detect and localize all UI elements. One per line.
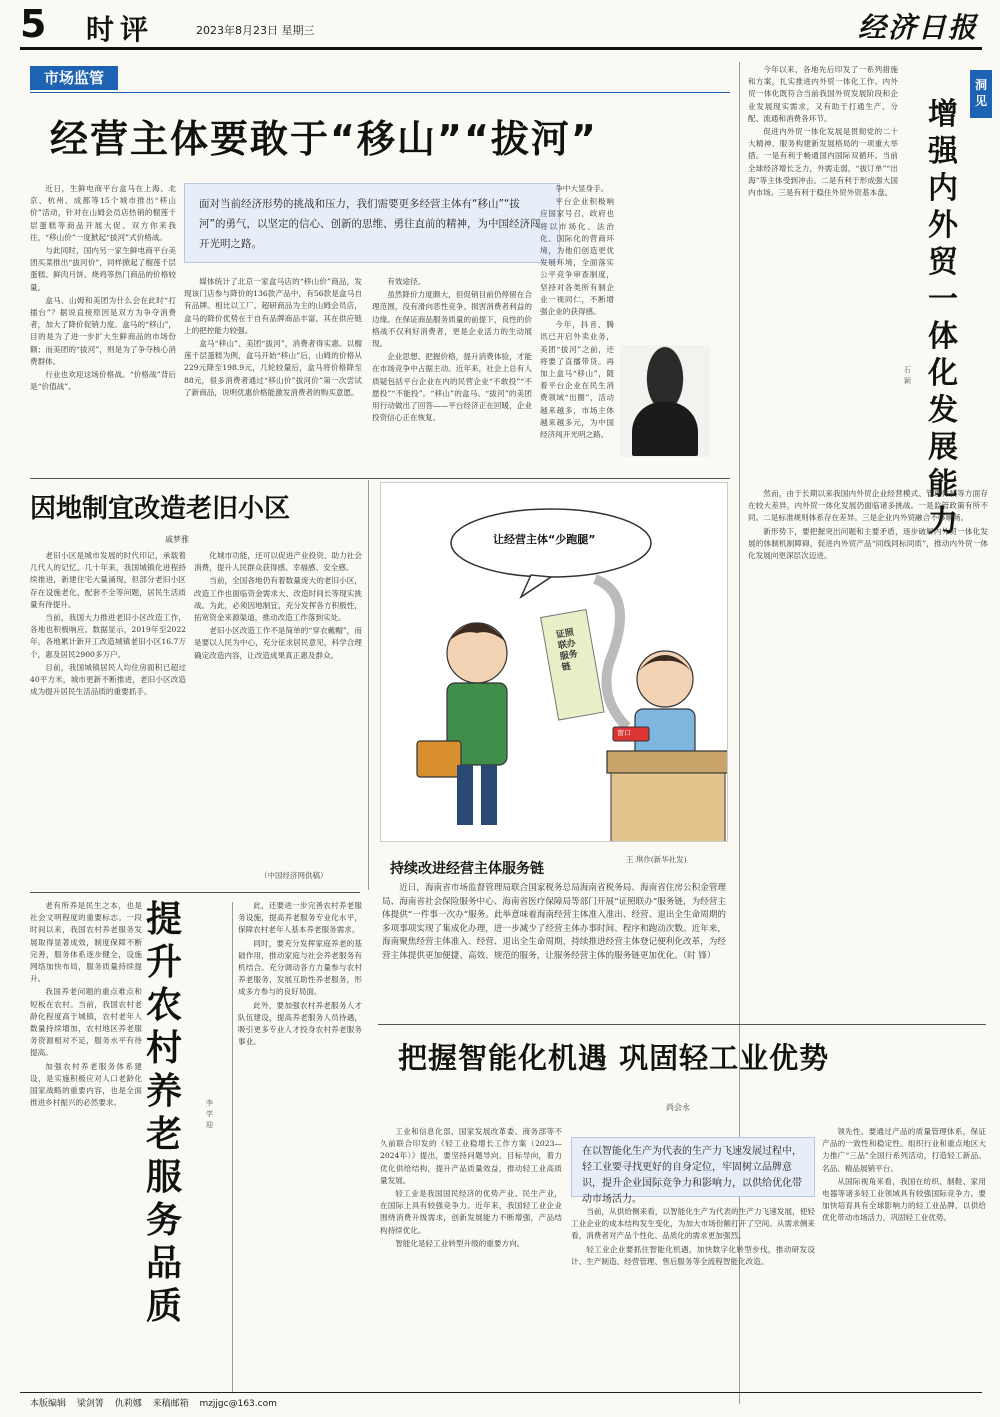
- paragraph: 盒马、山姆和美团为什么会在此时“打擂台”？据说直接原因是双方为争夺消费者，加大了降价促销力度。盒马的“移山”，目的是为了进一步扩大生鲜商品的市场份额；而美团的“拔河”，则是为了争夺核心消费群体。: [30, 295, 176, 366]
- side-headline: 增强内外贸一体化发展能力: [928, 97, 958, 539]
- paragraph: 虽然降价力度颇大，但促销目前仍停留在合理范围，没有滑向恶性竞争、损害消费者利益的边缘。在保证商品服务质量的前提下，良性的价格战不仅利好消费者，更是企业活力的生动展现。: [372, 290, 532, 349]
- paragraph: 目前，我国城镇居民人均住房面积已超过40平方米，城市更新不断推进，老旧小区改造成为提升居民生活品质的重要抓手。: [30, 662, 186, 697]
- paragraph: 此，还要进一步完善农村养老服务设施，提高养老服务专业化水平，保障农村老年人基本养老服务需求。: [238, 901, 362, 935]
- lead-column-3: [372, 276, 532, 472]
- paragraph: 争中大显身手。: [555, 184, 609, 193]
- footer-rule: [20, 1392, 982, 1393]
- paragraph: 同时，要充分发挥家庭养老的基础作用，推动家庭与社会养老服务有机结合。充分调动各方力量参与农村养老服务，发展互助性养老服务，形成多方参与的良好局面。: [238, 938, 362, 997]
- article4-column-3: [822, 1126, 986, 1388]
- article3-column-2: [238, 900, 362, 1386]
- paragraph: 企业思想、把握价格，提升消费体验，才能在市场竞争中占据主动。近年来，社会上总有人质疑包括平台企业在内的民营企业“不敢投”“不愿投”“不能投”。“移山”的盒马、“拔河”的美团用行动做出了回答——平台经济正在回暖，企业投资信心正在恢复。: [372, 352, 532, 423]
- side-author: 石颖: [904, 366, 911, 385]
- paragraph: 平台企业积极响应国家号召，政府也将以市场化、法治化、国际化的营商环境，为他们创造更优发展环境，全面落实公平竞争审查制度，坚持对各类所有制企业一视同仁，不断增强企业的获得感。: [540, 197, 614, 317]
- article4-author: 尚会永: [666, 1103, 690, 1112]
- cartoon-credit: 王 琪作(新华社发): [626, 855, 687, 864]
- article2-source: （中国经济网供稿）: [260, 871, 328, 880]
- side-text-top: [748, 64, 898, 484]
- article2-column-1: [30, 550, 186, 880]
- paragraph: 促进内外贸一体化发展是贯彻党的二十大精神、服务构建新发展格局的一项重大举措。一是有利于畅通国内国际双循环。当前全球经济增长乏力，外需走弱，“拔订单”“出海”等主体受到冲击。二是有利于形成强大国内市场。三是有利于稳住外贸外资基本盘。: [748, 127, 898, 198]
- article3-headline: 提升农村养老服务品质: [146, 899, 183, 1327]
- paragraph: 当前，我国大力推进老旧小区改造工作，各地也积极响应。数据显示，2019年至2022年，各地累计新开工改造城镇老旧小区16.7万个，惠及居民2900多万户。: [30, 613, 186, 659]
- paragraph: 盒马“移山”、美团“拔河”，消费者得实惠。以榴莲千层蛋糕为例，盒马开始“移山”后，山姆的价格从229元降至198.9元，几轮较量后，盒马将价格降至88元，很多消费者通过“移山价”拔河价”第一次尝试了新商品，说明优惠价格能激发消费者的购买意愿。: [184, 339, 362, 397]
- article2-author: 戚梦雅: [165, 535, 189, 544]
- editor-credits: 本版编辑 梁剑箐 仇莉娜 来稿邮箱 mzjjgc@163.com: [30, 1399, 277, 1409]
- paragraph: 当前，从供给侧来看，以智能化生产为代表的生产力飞速发展，使轻工业企业的成本结构发生变化，为加大市场份额打开了空间。从需求侧来看，消费者对产品个性化、品质化的需求更加强烈。: [571, 1207, 815, 1241]
- paragraph: 行业也欢迎这场价格战。“价格战”背后是“价值战”。: [30, 370, 176, 392]
- paragraph: 老旧小区是城市发展的时代印记，承载着几代人的记忆。几十年来，我国城镇化进程持续推进，新建住宅大量涌现，但部分老旧小区存在设施老化、配套不全等问题，居民生活质量有待提升。: [30, 551, 186, 609]
- paragraph: 我国养老问题的重点难点和短板在农村。当前，我国农村老龄化程度高于城镇，农村老年人数量持续增加，农村地区养老服务资源相对不足，服务水平有待提高。: [30, 987, 142, 1058]
- cartoon-speech-text: 让经营主体“少跑腿”: [493, 533, 596, 546]
- cartoon-illustration: [380, 482, 728, 842]
- column-label: 市场监管: [30, 66, 118, 90]
- lead-column-1: [30, 183, 176, 473]
- paragraph: 此外，要加强农村养老服务人才队伍建设，提高养老服务人员待遇，吸引更多专业人才投身农村养老服务事业。: [238, 1000, 362, 1047]
- section-rule: [378, 1024, 986, 1025]
- article3-column-1: [30, 900, 142, 1386]
- article4-pull-quote: 在以智能化生产为代表的生产力飞速发展过程中，轻工业要寻找更好的自身定位，牢固树立品牌意识，提升企业国际竞争力和影响力，以供给优化带动市场活力。: [571, 1137, 815, 1197]
- paragraph: 智能化是轻工业转型升级的重要方向。: [395, 1238, 525, 1248]
- paragraph: 轻工业企业要抓住智能化机遇，加快数字化转型步伐，推动研发设计、生产制造、经营管理、售后服务等全流程智能化改造。: [571, 1244, 815, 1266]
- side-text-bottom: [748, 488, 988, 1008]
- article3-author: 李学迎: [206, 1099, 213, 1129]
- paragraph: 与此同时，国内另一家生鲜电商平台美团买菜推出“拔河价”，同样掀起了榴莲千层蛋糕、鲜肉月饼、烧鸡等热门商品的价格较量。: [30, 246, 176, 292]
- lead-column-2: [184, 276, 362, 472]
- paragraph: 工业和信息化部、国家发展改革委、商务部等不久前联合印发的《轻工业稳增长工作方案（2023—2024年）》提出，要坚持问题导向、目标导向，着力优化供给结构，提升产品质量效益，推动轻工业高质量发展。: [380, 1127, 562, 1185]
- paragraph: 轻工业是我国国民经济的优势产业、民生产业，在国际上具有较强竞争力。近年来，我国轻工业企业围绕消费升级需求，创新发展能力不断增强，产品结构持续优化。: [380, 1189, 562, 1235]
- side-column-label: 洞见: [970, 70, 992, 118]
- article4-column-1: [380, 1126, 562, 1388]
- cartoon-folder-label: 证照联办服务链: [555, 627, 579, 674]
- cartoon-caption: 持续改进经营主体服务链: [390, 861, 544, 877]
- paragraph: 今年以来，各地先后印发了一系列措施和方案，扎实推进内外贸一体化工作。内外贸一体化既符合当前我国外贸发展阶段和企业发展现实需求，又有助于打通生产、分配、流通和消费各环节。: [748, 65, 898, 123]
- paragraph: 从国际视角来看，我国在纺织、制鞋、家用电器等诸多轻工业领域具有较强国际竞争力。要加快培育具有全球影响力的轻工业品牌，以供给优化带动市场活力，巩固轻工业优势。: [822, 1176, 986, 1223]
- section-name: 时评: [86, 13, 155, 46]
- article2-column-2: [194, 550, 362, 868]
- column-divider: [368, 480, 369, 890]
- article4-column-2: [571, 1206, 815, 1388]
- newspaper-logo: 经济日报: [857, 11, 978, 44]
- section-rule: [30, 478, 730, 479]
- issue-date: 2023年8月23日 星期三: [196, 24, 315, 37]
- cartoon-desk-sign: 窗口: [617, 729, 631, 737]
- cartoon-story: [382, 882, 726, 1018]
- lead-column-4: [540, 183, 614, 473]
- paragraph: 领先性。要通过产品的质量管理体系，保证产品的一致性和稳定性。组织行业和重点地区大力推广“三品”全国行系列活动，打造轻工新品、名品、精品展销平台。: [822, 1127, 986, 1173]
- section-rule: [30, 892, 360, 893]
- column-divider: [739, 62, 740, 1404]
- paragraph: 近日，生鲜电商平台盒马在上海、北京、杭州、成都等15个城市推出“移山价”活动，针对在山姆会员店热销的榴莲千层蛋糕等商品开展大促。双方你来我往，“移山价”一度掀起“拔河”式价格战。: [30, 184, 176, 242]
- paragraph: 老有所养是民生之本，也是社会文明程度的重要标志。一段时间以来，我国农村养老服务发展取得显著成效，制度保障不断完善，服务体系逐步健全，设施网络加快布局，服务质量持续提升。: [30, 901, 142, 984]
- column-divider: [232, 902, 233, 1392]
- paragraph: 媒体统计了北京一家盒马店的“移山价”商品，发现该门店参与降价的136款产品中，有56款是盒马自有品牌。相比以工厂、超研商品为主的山姆会员店，盒马的降价优势在于自有品牌商品丰富，其在供应链上的把控能力较强。: [184, 277, 362, 335]
- author-portrait-body: [632, 402, 698, 456]
- paragraph: 化城市功能，还可以促进产业投资、助力社会消费，提升人民群众获得感、幸福感、安全感。: [194, 551, 362, 573]
- paragraph: 今年，抖音、腾讯已开启外卖业务，美团“拔河”之前，还将要了直播带货。再加上盒马“移山”，随着平台企业在民生消费领域“出圈”，活动越来越多，市场主体越来越多元，为中国经济闯开光明之路。: [540, 320, 614, 440]
- masthead-rule: [20, 47, 982, 50]
- page-number: 5: [20, 2, 47, 46]
- paragraph: 当前，全国各地仍有着数量庞大的老旧小区，改造工作也面临资金需求大、改造时间长等现实挑战。为此，必须因地制宜，充分发挥各方积极性，拓宽资金来源渠道，推动改造工作落到实处。: [194, 576, 362, 623]
- paragraph: 新形势下，要把握突出问题和主要矛盾，逐步破解内外贸一体化发展的体制机制障碍，促进内外贸产品“同线同标同质”，推动内外贸一体化发展向更深层次迈进。: [748, 526, 988, 561]
- paragraph: 有效途径。: [387, 277, 426, 286]
- lead-pull-quote: 面对当前经济形势的挑战和压力，我们需要更多经营主体有“移山”“拔河”的勇气，以坚定的信心、创新的思维、勇往直前的精神，为中国经济闯开光明之路。: [184, 183, 560, 263]
- paragraph: 然而，由于长期以来我国内外贸企业经营模式、管理体制等方面存在较大差异，内外贸一体化发展仍面临诸多挑战。一是监管政策有所不同。二是标准规则体系存在差异。三是企业内外贸融合不够顺畅。: [748, 489, 988, 523]
- paragraph: 加强农村养老服务体系建设，是实施积极应对人口老龄化国家战略的重要内容，也是全面推进乡村振兴的必然要求。: [30, 1061, 142, 1108]
- paragraph: 老旧小区改造工作不是简单的“穿衣戴帽”，而是要以人民为中心，充分征求居民意见，科学合理确定改造内容，让改造成果真正惠及群众。: [194, 626, 362, 660]
- column-label-rule: [30, 92, 730, 93]
- lead-headline: 经营主体要敢于“移山”“拔河”: [50, 117, 598, 161]
- article2-headline: 因地制宜改造老旧小区: [30, 494, 291, 524]
- paragraph: 近日，海南省市场监督管理局联合国家税务总局海南省税务局、海南省住房公积金管理局、海南省社会保险服务中心、海南省医疗保障局等部门开展“证照联办”服务链，为经营主体提供“一件事一次办”服务。此举意味着海南经营主体准入准出、经营、退出全生命周期的多项事项实现了集成化办理，进一步减少了经营主体办事时间、程序和跑动次数。近年来，海南聚焦经营主体准入、经营、退出全生命周期，持续推进经营主体登记便利化改革，为经营主体提供更加便捷、高效、规范的服务，让服务经营主体的服务链更加优化。（时 锋）: [382, 883, 726, 961]
- article4-headline: 把握智能化机遇 巩固轻工业优势: [398, 1041, 830, 1075]
